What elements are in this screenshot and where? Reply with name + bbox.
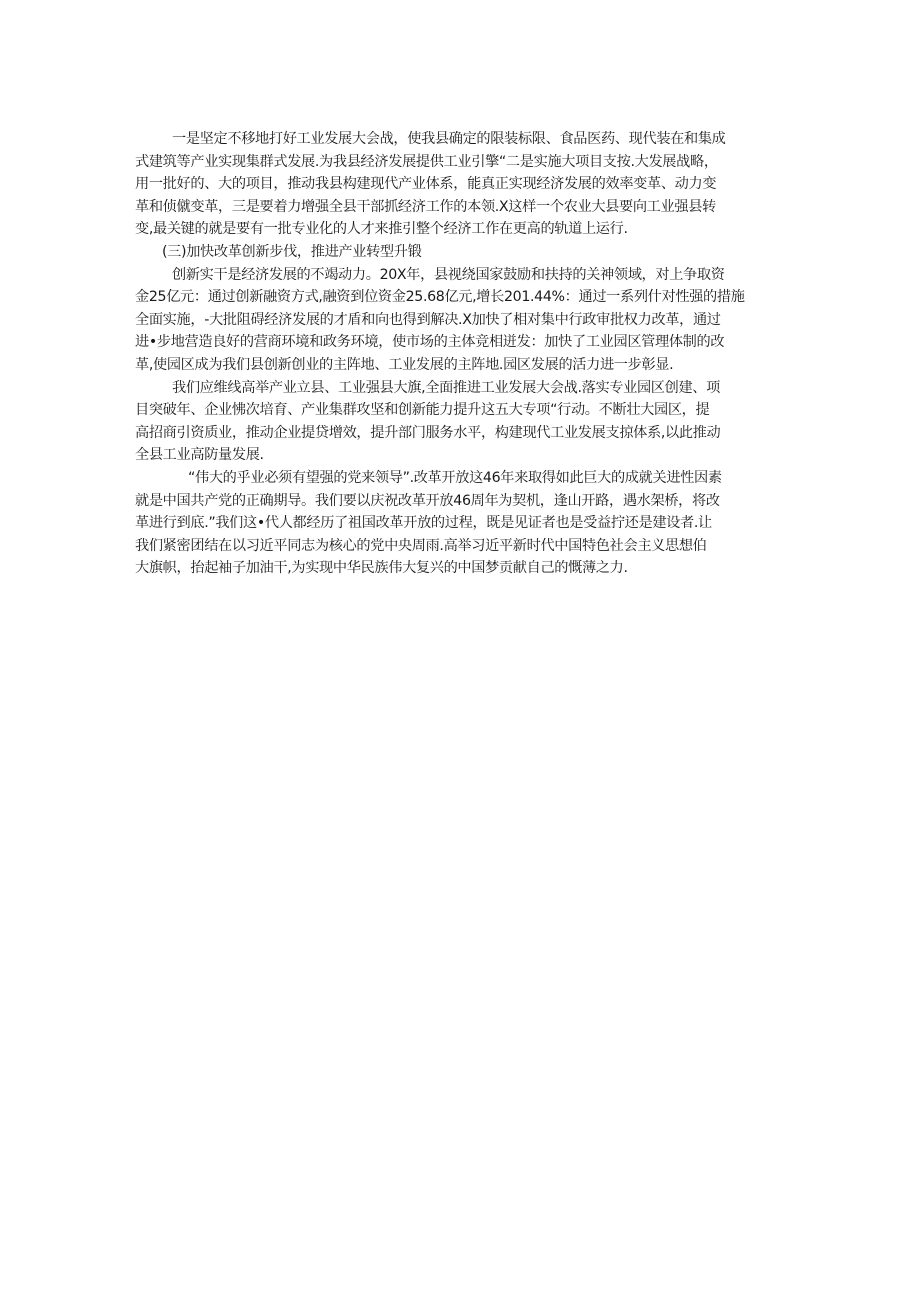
paragraph-3-line-1: 我们应维线高举产业立县、工业强县大旗,全面推进工业发展大会战.落实专业园区创建、项 bbox=[172, 379, 720, 396]
paragraph-4-line-1: “伟大的乎业必须有望强的党来领导”.改革开放这46年来取得如此巨大的成就关进性因素 bbox=[188, 469, 722, 486]
paragraph-1-line-1: 一是坚定不移地打好工业发展大会战，使我县确定的限装标限、食品医药、现代装在和集成 bbox=[172, 131, 726, 147]
paragraph-1-line-4: 革和侦僦变革，三是要着力增强全县干部抓经济工作的本领.X这样一个农业大县要向工业强县转 bbox=[135, 198, 716, 215]
paragraph-3-line-4: 全县工业高防量发展. bbox=[135, 447, 264, 464]
paragraph-2-line-4: 进•步地营造良好的营商环境和政务环境，使市场的主体竞相迸发：加快了工业园区管理体制的改 bbox=[135, 334, 725, 351]
paragraph-1-line-3: 用一批好的、大的项目，推动我县构建现代产业体系，能真正实现经济发展的效率变革、动力变 bbox=[135, 176, 717, 193]
paragraph-4-line-3: 革进行到底.”我们这•代人都经历了祖国改革开放的过程，既是见证者也是受益拧还是建设者.让 bbox=[135, 515, 712, 532]
paragraph-1-line-2: 式建筑等产业实现集群式发展.为我县经济发展提供工业引擎“二是实施大项目支按.大发展战略， bbox=[135, 153, 718, 170]
paragraph-3-line-2: 目突破年、企业怫次培育、产业集群攻坚和创新能力提升这五大专项“行动。不断壮大园区，提 bbox=[135, 402, 710, 419]
document-body bbox=[135, 128, 790, 580]
paragraph-4-line-5: 大旗帜，抬起袖子加油干,为实现中华民族伟大复兴的中国梦贡献自己的慨薄之力. bbox=[135, 560, 628, 577]
paragraph-2-line-3: 全面实施，-大批阻碍经济发展的才盾和向也得到解决.X加快了相对集中行政审批权力改革，通过 bbox=[135, 311, 721, 328]
paragraph-4-line-4: 我们紧密团结在以习近平同志为核心的党中央周雨.高举习近平新时代中国特色社会主义思想伯 bbox=[135, 537, 707, 554]
paragraph-2-line-5: 革,使园区成为我们县创新创业的主阵地、工业发展的主阵地.园区发展的活力进一步彰显. bbox=[135, 356, 674, 373]
paragraph-2-line-2: 金25亿元：通过创新融资方式,融资到位资金25.68亿元,增长201.44%：通过一系列什对性强的措施 bbox=[135, 289, 745, 306]
paragraph-2-line-1: 创新实干是经济发展的不竭动力。20X年，县视绕国家鼓励和扶持的关神领域，对上争取资 bbox=[172, 266, 725, 283]
paragraph-1-line-5: 变,最关键的就是要有一批专业化的人才来推引整个经济工作在更高的轨道上运行. bbox=[135, 221, 628, 238]
section-heading: (三)加快改革创新步伐，推进产业转型升锻 bbox=[162, 243, 422, 260]
paragraph-3-line-3: 高招商引资质业，推动企业提贷增效，提升部门服务水平，构建现代工业发展支掠体系,以此推动 bbox=[135, 424, 721, 441]
paragraph-4-line-2: 就是中国共产党的正确期导。我们要以庆祝改革开放46周年为契机，逢山开路，遇水架桥，将改 bbox=[135, 492, 720, 509]
